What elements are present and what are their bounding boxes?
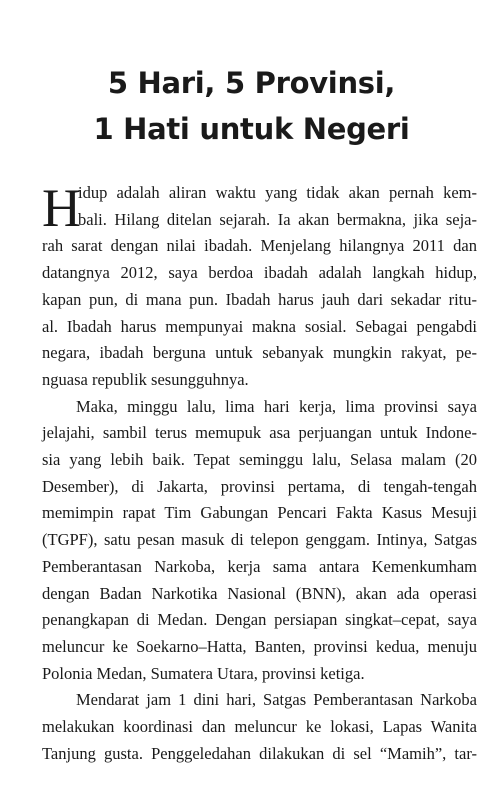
- text-line: negara, ibadah berguna untuk sebanyak mungkin rakyat, pe-: [42, 343, 477, 363]
- text-line: datangnya 2012, saya berdoa ibadah adalah langkah hidup,: [42, 263, 477, 283]
- paragraph-1: [42, 180, 477, 394]
- text-line: Polonia Medan, Sumatera Utara, provinsi ketiga.: [42, 663, 365, 683]
- text-line: Pemberantasan Narkoba, kerja sama antara Kemenkumham: [42, 556, 477, 576]
- chapter-title: [0, 60, 503, 152]
- text-line: meluncur ke Soekarno–Hatta, Banten, provinsi kedua, menuju: [42, 636, 477, 656]
- text-line: kapan pun, di mana pun. Ibadah harus jauh dari sekadar ritu-: [42, 289, 477, 309]
- chapter-title-line-2: 1 Hati untuk Negeri: [93, 112, 410, 146]
- text-line: melakukan koordinasi dan meluncur ke lokasi, Lapas Wanita: [42, 717, 477, 737]
- text-line: Maka, minggu lalu, lima hari kerja, lima provinsi saya: [76, 396, 477, 416]
- chapter-body: [42, 180, 477, 767]
- text-line: rah sarat dengan nilai ibadah. Menjelang hilangnya 2011 dan: [42, 236, 477, 256]
- text-line: idup adalah aliran waktu yang tidak akan pernah kem-: [78, 183, 477, 202]
- chapter-title-line-1: 5 Hari, 5 Provinsi,: [107, 66, 396, 100]
- text-line: (TGPF), satu pesan masuk di telepon genggam. Intinya, Satgas: [42, 530, 477, 550]
- text-line: penangkapan di Medan. Dengan persiapan singkat–cepat, saya: [42, 610, 477, 630]
- text-line: bali. Hilang ditelan sejarah. Ia akan bermakna, jika seja-: [78, 209, 477, 229]
- text-line: al. Ibadah harus mempunyai makna sosial. Sebagai pengabdi: [42, 316, 477, 336]
- paragraph-2: [42, 394, 477, 688]
- paragraph-3: [42, 687, 477, 767]
- text-line: Mendarat jam 1 dini hari, Satgas Pemberantasan Narkoba: [76, 690, 477, 710]
- text-line: memimpin rapat Tim Gabungan Pencari Fakta Kasus Mesuji: [42, 503, 477, 523]
- text-line: nguasa republik sesungguhnya.: [42, 369, 249, 389]
- drop-cap: H: [42, 178, 81, 238]
- text-line: dengan Badan Narkotika Nasional (BNN), akan ada operasi: [42, 583, 477, 603]
- text-line: Desember), di Jakarta, provinsi pertama, di tengah-tengah: [42, 476, 477, 496]
- text-line: sia yang lebih baik. Tepat seminggu lalu, Selasa malam (20: [42, 450, 477, 470]
- text-line: Tanjung gusta. Penggeledahan dilakukan di sel “Mamih”, tar-: [42, 743, 477, 763]
- text-line: jelajahi, sambil terus memupuk asa perjuangan untuk Indone-: [42, 423, 477, 443]
